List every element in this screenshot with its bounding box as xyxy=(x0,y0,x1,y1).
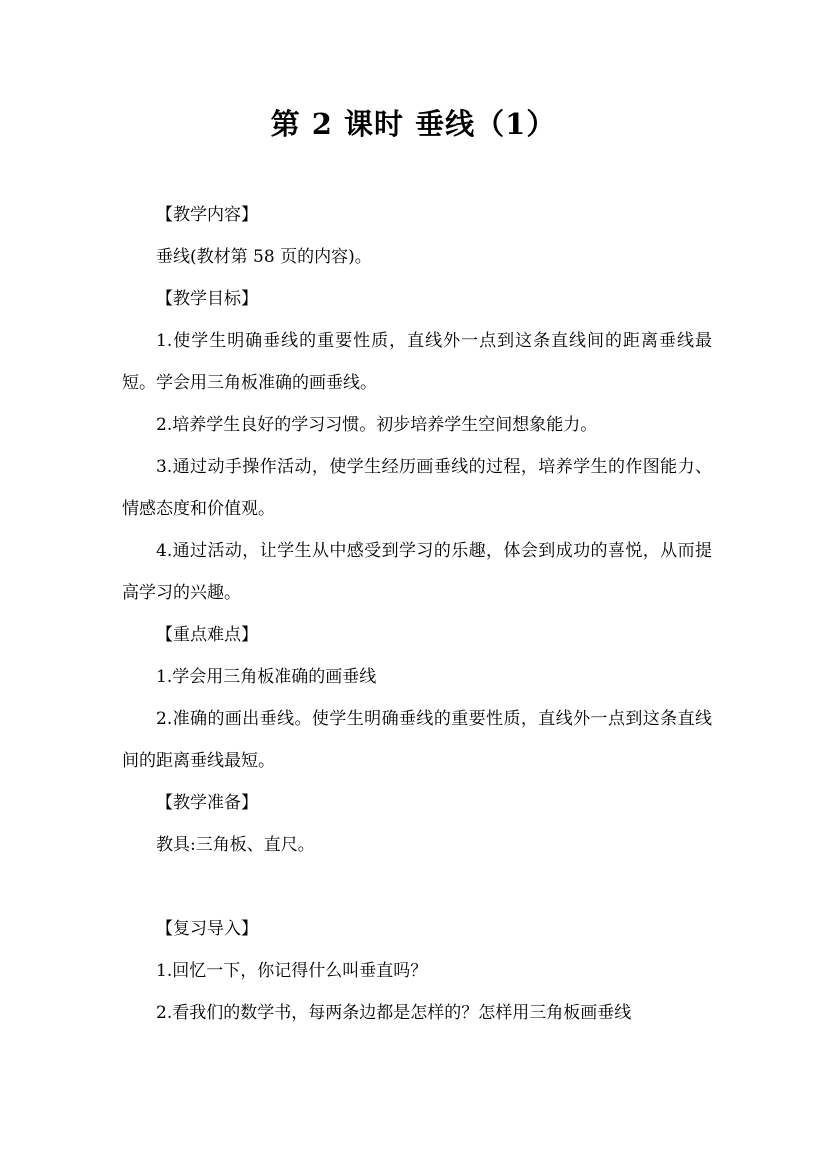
review-item: 2.看我们的数学书，每两条边都是怎样的？怎样用三角板画垂线 xyxy=(156,1003,632,1023)
goal-item: 1.使学生明确垂线的重要性质，直线外一点到这条直线间的距离垂线最短。学会用三角板准确的画垂线。 xyxy=(122,331,712,393)
review-item: 1.回忆一下，你记得什么叫垂直吗？ xyxy=(156,961,428,981)
section-heading-content: 【教学内容】 xyxy=(156,205,258,225)
section-heading-goals: 【教学目标】 xyxy=(156,289,258,309)
document-body xyxy=(122,194,712,1034)
blank-line xyxy=(122,866,712,908)
key-point-item: 1.学会用三角板准确的画垂线 xyxy=(156,667,377,687)
key-point-item: 2.准确的画出垂线。使学生明确垂线的重要性质，直线外一点到这条直线间的距离垂线最短。 xyxy=(122,709,712,771)
section-heading-key-points: 【重点难点】 xyxy=(156,625,258,645)
goal-item: 3.通过动手操作活动，使学生经历画垂线的过程，培养学生的作图能力、情感态度和价值观。 xyxy=(122,457,712,519)
content-text: 垂线(教材第 58 页的内容)。 xyxy=(156,247,372,267)
goal-item: 2.培养学生良好的学习习惯。初步培养学生空间想象能力。 xyxy=(156,415,598,435)
section-heading-preparation: 【教学准备】 xyxy=(156,793,258,813)
page-title: 第 2 课时 垂线（1） xyxy=(270,107,557,141)
goal-item: 4.通过活动，让学生从中感受到学习的乐趣，体会到成功的喜悦，从而提高学习的兴趣。 xyxy=(122,541,712,603)
preparation-text: 教具:三角板、直尺。 xyxy=(156,835,315,855)
section-heading-review: 【复习导入】 xyxy=(156,919,258,939)
